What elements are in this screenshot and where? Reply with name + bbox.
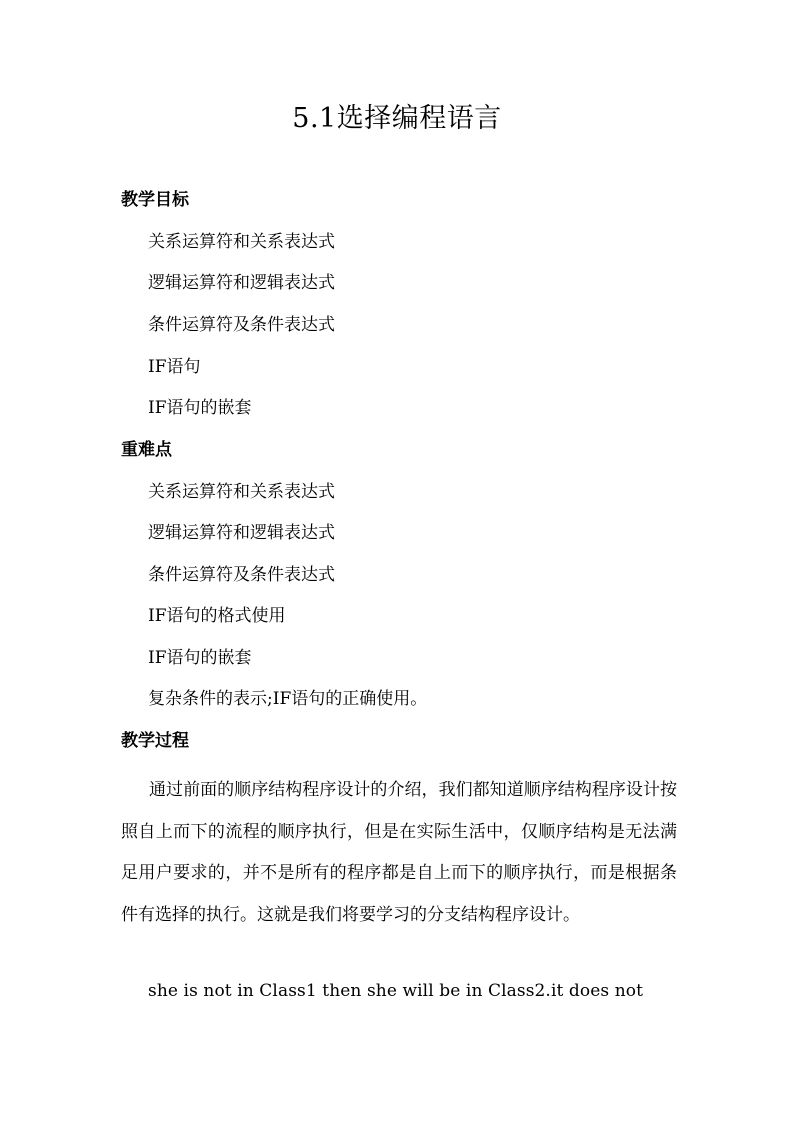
objective-item: IF语句 (148, 357, 201, 377)
key-point-item: 条件运算符及条件表达式 (148, 565, 335, 585)
objective-item: 关系运算符和关系表达式 (148, 232, 335, 252)
objective-item: IF语句的嵌套 (148, 398, 252, 418)
section-heading-process: 教学过程 (121, 731, 189, 751)
process-paragraph: 通过前面的顺序结构程序设计的介绍，我们都知道顺序结构程序设计按照自上而下的流程的顺序执行，但是在实际生活中，仅顺序结构是无法满足用户要求的，并不是所有的程序都是自上而下的顺序执行，而是根据条件有选择的执行。这就是我们将要学习的分支结构程序设计。 (121, 780, 677, 925)
process-paragraph-english: she is not in Class1 then she will be in Class2.it does not (148, 981, 644, 1001)
objective-item: 逻辑运算符和逻辑表达式 (148, 273, 335, 293)
document-title: 5.1选择编程语言 (292, 103, 502, 134)
objective-item: 条件运算符及条件表达式 (148, 315, 335, 335)
key-point-item: 复杂条件的表示;IF语句的正确使用。 (148, 689, 428, 709)
key-point-item: IF语句的嵌套 (148, 648, 252, 668)
section-heading-objectives: 教学目标 (121, 190, 189, 210)
section-heading-key-points: 重难点 (121, 440, 172, 460)
key-point-item: 关系运算符和关系表达式 (148, 482, 335, 502)
key-point-item: IF语句的格式使用 (148, 606, 286, 626)
key-point-item: 逻辑运算符和逻辑表达式 (148, 523, 335, 543)
